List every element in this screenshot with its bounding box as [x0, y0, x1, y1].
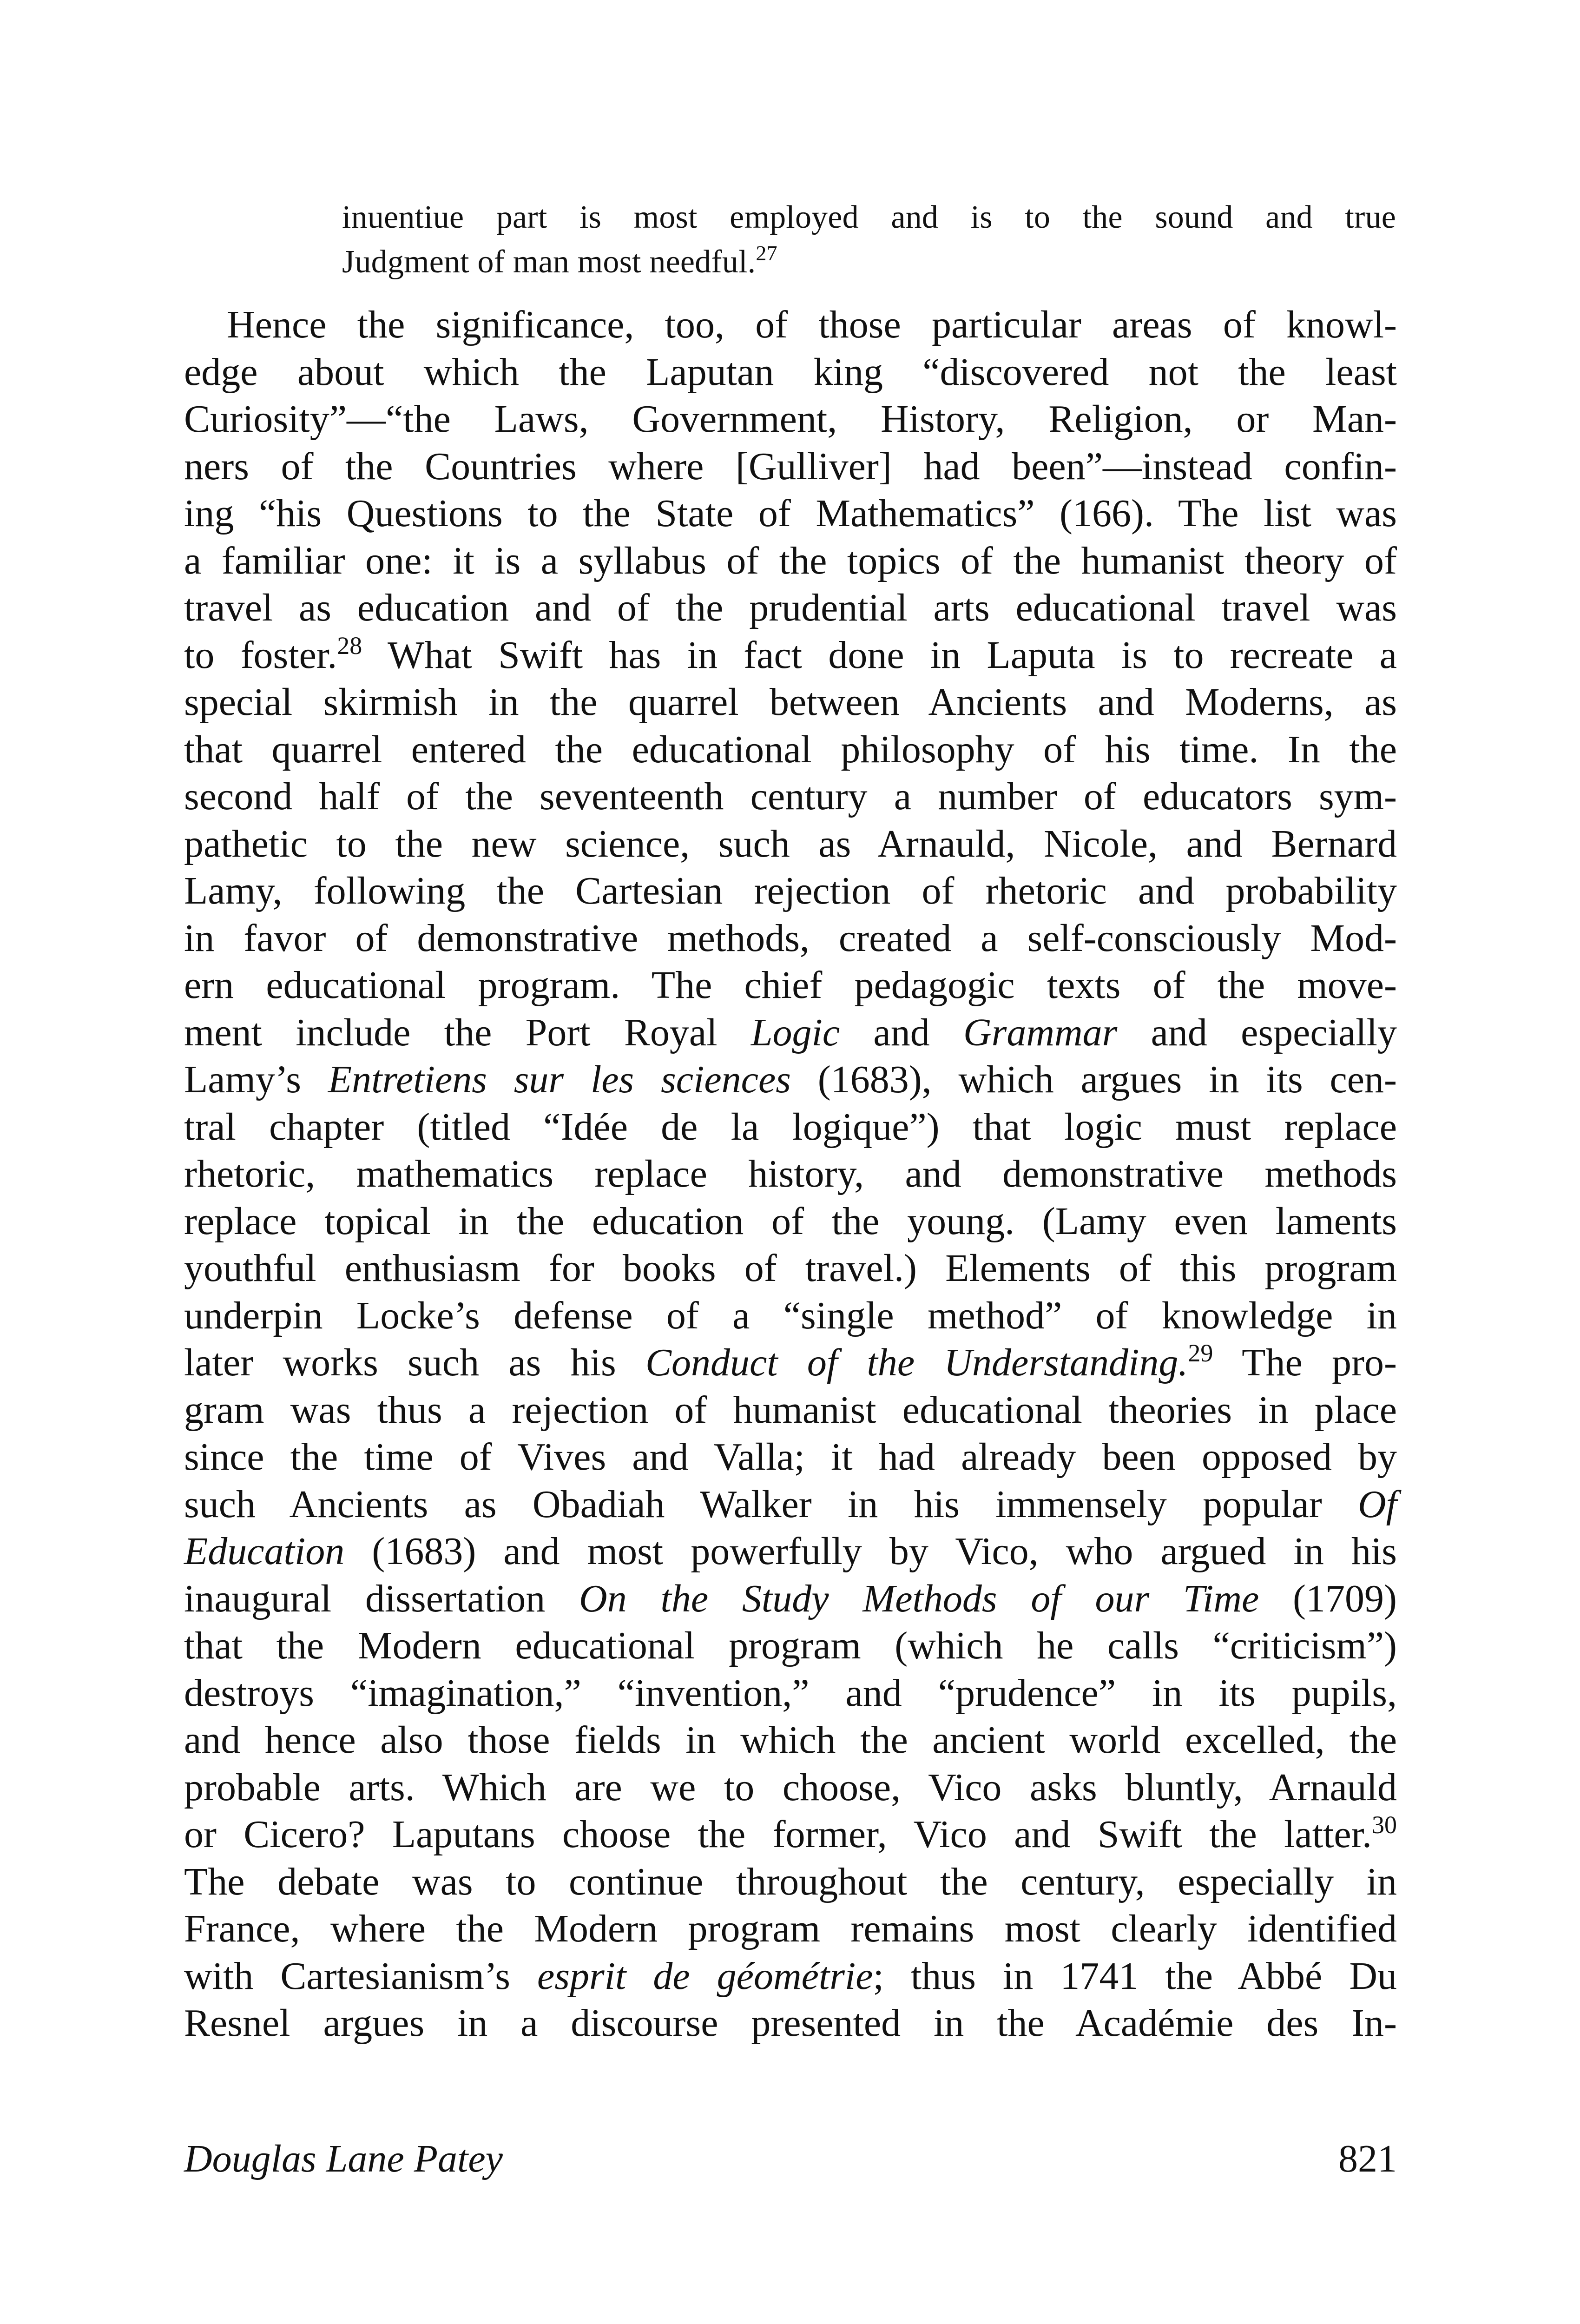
footnote-ref: 29	[1188, 1339, 1213, 1367]
text-line: later works such as his Conduct of the Understanding.$^{29}$ The pro-	[184, 1339, 1397, 1384]
text-line: special skirmish in the quarrel between Ancients and Moderns, as	[184, 680, 1397, 724]
text-line: The debate was to continue throughout the century, especially in	[184, 1860, 1397, 1903]
text-line: Curiosity”—“the Laws, Government, History, Religion, or Man-	[184, 397, 1397, 441]
text-line: Lamy, following the Cartesian rejection of rhetoric and probability	[184, 869, 1397, 912]
footnote-ref: 27	[756, 241, 777, 265]
footnote-ref: 28	[337, 631, 362, 660]
quote-line: inuentiue part is most employed and is to the sound and true	[342, 199, 1396, 235]
text-line: since the time of Vives and Valla; it had already been opposed by	[184, 1435, 1397, 1479]
text-line: rhetoric, mathematics replace history, and demonstrative methods	[184, 1152, 1397, 1195]
text-line: Lamy’s Entretiens sur les sciences (1683), which argues in its cen-	[184, 1058, 1397, 1101]
quote-line: Judgment of man most needful.$^{27}$	[342, 241, 777, 280]
text-line: that quarrel entered the educational philosophy of his time. In the	[184, 727, 1397, 771]
text-line: such Ancients as Obadiah Walker in his immensely popular Of	[184, 1482, 1397, 1526]
text-line: Hence the significance, too, of those particular areas of knowl-	[227, 303, 1397, 346]
text-line: second half of the seventeenth century a number of educators sym-	[184, 775, 1397, 818]
text-line: youthful enthusiasm for books of travel.) Elements of this program	[184, 1247, 1397, 1290]
text-line: probable arts. Which are we to choose, Vico asks bluntly, Arnauld	[184, 1765, 1397, 1809]
text-line: travel as education and of the prudential arts educational travel was	[184, 586, 1397, 629]
text-line: edge about which the Laputan king “discovered not the least	[184, 350, 1397, 394]
text-line: Resnel argues in a discourse presented in the Académie des In-	[184, 2001, 1397, 2045]
text-line: ing “his Questions to the State of Mathematics” (166). The list was	[184, 492, 1397, 535]
author-name: Douglas Lane Patey	[184, 2137, 503, 2180]
text-line: in favor of demonstrative methods, created a self-consciously Mod-	[184, 916, 1397, 960]
text-line: to foster.$^{28}$ What Swift has in fact done in Laputa is to recreate a	[184, 631, 1397, 677]
text-line: with Cartesianism’s esprit de géométrie; thus in 1741 the Abbé Du	[184, 1954, 1397, 1998]
text-line: gram was thus a rejection of humanist educational theories in place	[184, 1388, 1397, 1432]
page-number: 821	[1338, 2137, 1397, 2180]
text-line: underpin Locke’s defense of a “single method” of knowledge in	[184, 1294, 1397, 1337]
page-footer	[184, 2133, 1397, 2185]
text-line: that the Modern educational program (which he calls “criticism”)	[184, 1624, 1397, 1667]
text-line: ners of the Countries where [Gulliver] had been”—instead confin-	[184, 444, 1397, 488]
text-line: pathetic to the new science, such as Arnauld, Nicole, and Bernard	[184, 822, 1397, 865]
text-line: Education (1683) and most powerfully by Vico, who argued in his	[184, 1530, 1397, 1573]
text-line: or Cicero? Laputans choose the former, Vico and Swift the latter.$^{30}$	[184, 1811, 1397, 1856]
footnote-ref: 30	[1372, 1811, 1397, 1839]
text-line: France, where the Modern program remains most clearly identified	[184, 1907, 1397, 1950]
text-line: and hence also those fields in which the ancient world excelled, the	[184, 1718, 1397, 1762]
text-line: ment include the Port Royal Logic and Grammar and especially	[184, 1010, 1397, 1054]
text-line: tral chapter (titled “Idée de la logique”) that logic must replace	[184, 1105, 1397, 1149]
body-paragraph	[184, 301, 1397, 2047]
text-line: inaugural dissertation On the Study Methods of our Time (1709)	[184, 1577, 1397, 1620]
text-line: replace topical in the education of the young. (Lamy even laments	[184, 1199, 1397, 1243]
block-quote	[342, 195, 1396, 284]
text-line: a familiar one: it is a syllabus of the topics of the humanist theory of	[184, 539, 1397, 582]
text-line: destroys “imagination,” “invention,” and “prudence” in its pupils,	[184, 1671, 1397, 1715]
text-line: ern educational program. The chief pedagogic texts of the move-	[184, 964, 1397, 1007]
